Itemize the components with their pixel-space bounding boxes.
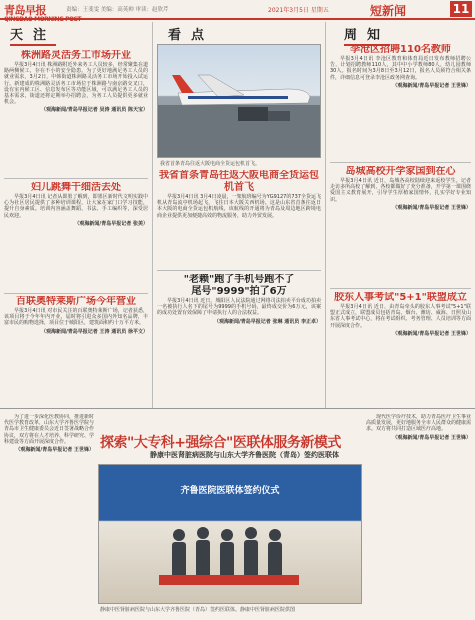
article-title: 株洲路灵活务工市场开业: [21, 50, 131, 61]
article-body: 早报3月4日讯 近日，岛城各高校陆续迎来返校学生。记者走访多所高校了解到，各校都做好了充分准备，开学第一课围绕爱国主义教育展开，引导学生厚植家国情怀，扎实学好专业知识。: [330, 178, 471, 203]
article-divider: [330, 288, 471, 289]
article-teacher-hiring: [330, 44, 471, 158]
article-body: 早报3月4日讯 近日，城阳区人民法院通过网络司法拍卖平台成功拍卖一名被执行人名下的尾号为9999的手机号码，最终成交价为6万元，该案的成功处置有效保障了申请执行人的合法权益。: [157, 298, 321, 317]
article-byline: （观海新闻/青岛早报记者 王世锋）: [392, 434, 471, 441]
page-number: 11: [450, 1, 472, 17]
article-training: [4, 182, 148, 290]
section-divider: [0, 408, 475, 409]
article-byline: （观海新闻/青岛早报记者 王世锋）: [15, 447, 94, 454]
feature-body-left: [4, 414, 94, 614]
column-header-middle: 看点: [168, 24, 214, 46]
logo-text: 青岛早报: [4, 4, 46, 17]
airplane-icon: [158, 45, 320, 157]
signing-ceremony-photo: [98, 464, 362, 604]
column-divider: [325, 22, 326, 408]
logo-subtext: QINGDAO MORNING POST: [4, 16, 81, 23]
article-title: 胶东人事考试"5+1"联盟成立: [334, 292, 467, 303]
article-divider: [330, 162, 471, 163]
article-body: 现代医学诊疗技术，助力青岛医疗卫生事业高质量发展，更好地服务全市人民群众的健康需求。双方将共同打造区域医疗高地。: [366, 414, 471, 433]
feature-headline: 探索"大专科+强综合"医联体服务新模式: [100, 435, 341, 451]
article-divider: [4, 178, 148, 179]
article-title: "老赖"跑了手机号跑不了: [183, 274, 295, 285]
article-byline: （观海新闻/青岛早报记者 王世锋）: [392, 82, 471, 89]
photo-banner-text: 齐鲁医院医联体签约仪式: [180, 486, 280, 496]
article-college-opening: [330, 166, 471, 284]
article-body: 早报3月4日讯 记者从即墨了解到，即墨区新时代文明实践中心为社区居民提供了多种培训课程，让大家在家门口学习技能，提升自身素质。培训内容涵盖舞蹈、书法、手工编织等，深受居民欢迎。: [4, 194, 148, 219]
article-title: 李沧区招聘110名教师: [350, 44, 451, 55]
editor-credits: 责编：王斐雯 美编：高英帅 审读：赵欣芹: [66, 7, 169, 13]
issue-date: 2021年3月5日 星期五: [268, 7, 329, 14]
article-byline: （观海新闻/青岛早报记者 王世锋）: [392, 204, 471, 211]
article-body: 早报3月4日讯 近日，由青岛牵头的胶东人事考试"5+1"联盟正式成立，联盟成员包括青岛、烟台、潍坊、威海、日照及山东省人事考试中心，将在考试组织、考务管理、人员培训等方面开展深度合作。: [330, 304, 471, 329]
article-outlet: [4, 296, 148, 404]
article-body: 早报3月4日讯 株洲路附近外来务工人员较多，经常聚集在道路两侧候工，存在不小的安全隐患。为了更好地满足务工人员的就业需求，3月2日，中韩街道株洲路灵活务工市场开始投入试运行。新建成的株洲路灵活务工市场位于株洲路与南京路交叉口，设有室内候工区、信息发布区等功能区域，可以满足务工人员的基本需求，街道还将定期举办招聘会，为务工人员提供更多就业机会。: [4, 62, 148, 106]
article-divider: [4, 293, 148, 294]
article-title: 岛城高校开学家国到在心: [345, 166, 456, 177]
column-header-right: 周知: [344, 24, 390, 46]
article-exam-alliance: [330, 292, 471, 404]
photo-caption: 我省首条青岛往返大阪电商全货运包机首飞。: [160, 161, 261, 167]
column-header-left: 天注: [10, 24, 56, 46]
article-byline: （观海新闻/青岛早报记者 张美）: [74, 220, 148, 227]
section-title: 短新闻: [370, 4, 407, 18]
masthead: [0, 0, 475, 23]
people-group-icon: [99, 465, 361, 603]
article-body: 早报3月4日讯 对市民关注的百联奥特莱斯广场，记者获悉，该项目将于今年年内开业，届时将引进众多国内外知名品牌，丰富市民的购物选择，项目位于城阳区，建筑面积约十万平方米。: [4, 308, 148, 327]
article-body: 为了进一步深化医教协同，推进新时代医学教育改革，山东大学齐鲁医学院与青岛市卫生健康委员会近日签署战略合作协议，双方将在人才培养、科学研究、学科建设等方面开展深度合作。: [4, 414, 94, 445]
feature-subheadline: 静康中医肾脏病医院与山东大学齐鲁医院（青岛）签约医联体: [150, 451, 339, 459]
article-divider: [157, 270, 321, 271]
article-body: 早报3月4日讯 3月4日凌晨，一架航班编号为YG9127的737全货运飞机从青岛流亭机场起飞，飞往日本大阪关西机场。这是山东省首条往返日本大阪的电商全货运包机航线，该航线的开通将为青岛及周边地区跨境电商企业提供更加便捷高效的物流服务，助力外贸发展。: [157, 194, 321, 219]
column-divider: [152, 22, 153, 408]
feature-body-right: [366, 414, 471, 614]
article-byline: （观海新闻/青岛早报记者 王涛 通讯员 徐平文）: [40, 328, 148, 335]
article-cargo-flight: [157, 170, 321, 266]
article-byline: （观海新闻/青岛早报记者 张琳 通讯员 李正卓）: [213, 318, 321, 325]
article-market: [4, 50, 148, 174]
cargo-plane-photo: [157, 44, 321, 158]
article-title: 百联奥特莱斯广场今年营业: [16, 296, 136, 307]
photo-caption: 静康中医肾脏病医院与山东大学齐鲁医院（青岛）签约医联体。静康中医肾脏病医院供图: [100, 607, 296, 613]
article-byline: （观海新闻/青岛早报记者 吴涛 通讯员 陈天宝）: [40, 107, 148, 114]
article-title: 我省首条青岛往返大阪电商全货运包机首飞: [159, 170, 319, 193]
article-body: 早报3月4日讯 李沧区教育和体育局近日发布教师招聘公告，计划招聘教师110人，其中中小学教师80人，幼儿园教师30人。报名时间为3月8日至3月12日，报名人员须符合相关条件，详细信息可登录李沧区政务网查询。: [330, 56, 471, 81]
article-title: 妇儿跳舞干细活去处: [31, 182, 121, 193]
article-phone-auction: [157, 274, 321, 404]
article-byline: （观海新闻/青岛早报记者 王世锋）: [392, 330, 471, 337]
article-subtitle: 尾号"9999"拍了6万: [191, 286, 287, 297]
